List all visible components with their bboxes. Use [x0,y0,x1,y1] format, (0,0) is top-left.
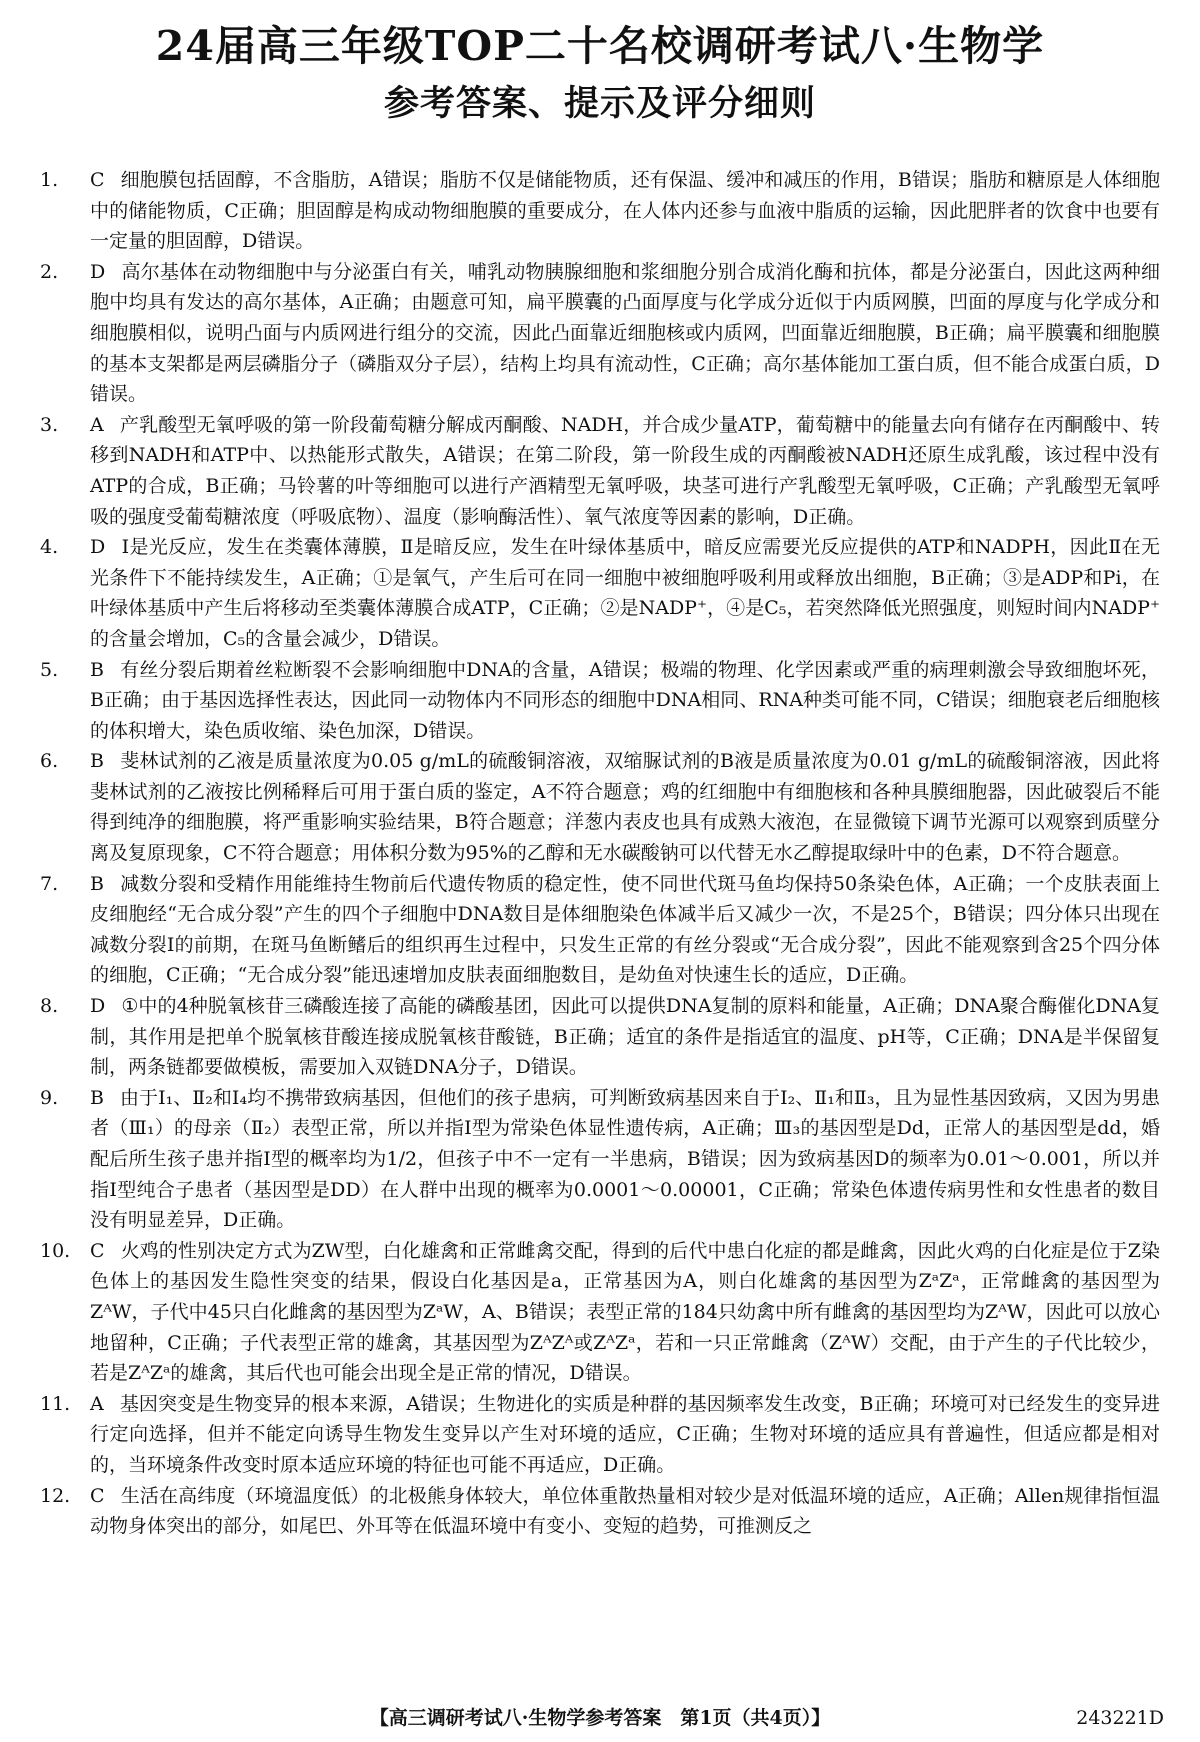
question-number: 3. [40,413,59,436]
answer-item [40,991,1160,1083]
answer-letter: D [90,995,106,1018]
answer-letter: C [90,169,105,191]
answer-letter: D [90,536,106,559]
footer-page-info: 【高三调研考试八·生物学参考答案 第1页（共4页）】 [369,1707,831,1729]
answer-letter: B [90,750,104,773]
question-number: 10. [40,1239,71,1262]
question-number: 11. [40,1392,71,1415]
question-number: 1. [40,169,59,191]
page-footer [0,1703,1200,1733]
question-number: 5. [40,658,59,681]
question-number: 7. [40,872,59,895]
explanation-text: 产乳酸型无氧呼吸的第一阶段葡萄糖分解成丙酮酸、NADH，并合成少量ATP，葡萄糖中的能量去向有储存在丙酮酸中、转移到NADH和ATP中、以热能形式散失，A错误；在第二阶段，第一阶段生成的丙酮酸被NADH还原生成乳酸，该过程中没有ATP的合成，B正确；马铃薯的叶等细胞可以进行产酒精型无氧呼吸，块茎可进行产乳酸型无氧呼吸，C正确；产乳酸型无氧呼吸的强度受葡萄糖浓度（呼吸底物）、温度（影响酶活性）、氧气浓度等因素的影响，D正确。 [90,413,1160,528]
answer-item [40,532,1160,654]
answer-item [40,655,1160,747]
explanation-text: 基因突变是生物变异的根本来源，A错误；生物进化的实质是种群的基因频率发生改变，B正确；环境可对已经发生的变异进行定向选择，但并不能定向诱导生物发生变异以产生对环境的适应，C正确；生物对环境的适应具有普遍性，但适应都是相对的，当环境条件改变时原本适应环境的特征也可能不再适应，D正确。 [90,1392,1160,1476]
answer-letter: A [90,1392,104,1415]
answer-item [40,410,1160,532]
explanation-text: 生活在高纬度（环境温度低）的北极熊身体较大，单位体重散热量相对较少是对低温环境的适应，A正确；Allen规律指恒温动物身体突出的部分，如尾巴、外耳等在低温环境中有变小、变短的趋势，可推测反之 [90,1484,1160,1538]
explanation-text: 减数分裂和受精作用能维持生物前后代遗传物质的稳定性，使不同世代斑马鱼均保持50条染色体，A正确；一个皮肤表面上皮细胞经“无合成分裂”产生的四个子细胞中DNA数目是体细胞染色体减半后又减少一次，不是25个，B错误；四分体只出现在减数分裂Ⅰ的前期，在斑马鱼断鳍后的组织再生过程中，只发生正常的有丝分裂或“无合成分裂”，因此不能观察到含25个四分体的细胞，C正确；“无合成分裂”能迅速增加皮肤表面细胞数目，是幼鱼对快速生长的适应，D正确。 [90,872,1160,987]
answer-item [40,257,1160,410]
question-number: 4. [40,536,59,559]
answer-item [40,1236,1160,1389]
explanation-text: 高尔基体在动物细胞中与分泌蛋白有关，哺乳动物胰腺细胞和浆细胞分别合成消化酶和抗体，都是分泌蛋白，因此这两种细胞中均具有发达的高尔基体，A正确；由题意可知，扁平膜囊的凸面厚度与化学成分近似于内质网膜，凹面的厚度与化学成分和细胞膜相似，说明凸面与内质网进行组分的交流，因此凸面靠近细胞核或内质网，凹面靠近细胞膜，B正确；扁平膜囊和细胞膜的基本支架都是两层磷脂分子（磷脂双分子层），结构上均具有流动性，C正确；高尔基体能加工蛋白质，但不能合成蛋白质，D错误。 [90,260,1160,406]
answer-letter: A [90,413,104,436]
page-title: 24届高三年级TOP二十名校调研考试八·生物学 [155,22,1045,70]
question-number: 12. [40,1484,71,1507]
page-subtitle: 参考答案、提示及评分细则 [383,83,816,124]
answer-letter: C [90,1239,105,1262]
answer-letter: B [90,872,104,895]
question-number: 9. [40,1086,59,1109]
answer-item [40,1389,1160,1481]
explanation-text: 有丝分裂后期着丝粒断裂不会影响细胞中DNA的含量，A错误；极端的物理、化学因素或严重的病理刺激会导致细胞坏死，B正确；由于基因选择性表达，因此同一动物体内不同形态的细胞中DNA相同、RNA种类可能不同，C错误；细胞衰老后细胞核的体积增大，染色质收缩、染色加深，D错误。 [90,658,1160,742]
question-number: 8. [40,995,59,1018]
question-number: 2. [40,260,59,283]
answer-letter: D [90,260,106,283]
footer-code: 243221D [1076,1707,1164,1729]
explanation-text: 斐林试剂的乙液是质量浓度为0.05 g/mL的硫酸铜溶液，双缩脲试剂的B液是质量浓度为0.01 g/mL的硫酸铜溶液，因此将斐林试剂的乙液按比例稀释后可用于蛋白质的鉴定，A不符合题意；鸡的红细胞中有细胞核和各种具膜细胞器，因此破裂后不能得到纯净的细胞膜，将严重影响实验结果，B符合题意；洋葱内表皮也具有成熟大液泡，在显微镜下调节光源可以观察到质壁分离及复原现象，C不符合题意；用体积分数为95%的乙醇和无水碳酸钠可以代替无水乙醇提取绿叶中的色素，D不符合题意。 [90,750,1160,865]
answer-item [40,1083,1160,1236]
answer-item [40,746,1160,868]
answer-letter: C [90,1484,105,1507]
explanation-text: Ⅰ是光反应，发生在类囊体薄膜，Ⅱ是暗反应，发生在叶绿体基质中，暗反应需要光反应提供的ATP和NADPH，因此Ⅱ在无光条件下不能持续发生，A正确；①是氧气，产生后可在同一细胞中被细胞呼吸利用或释放出细胞，B正确；③是ADP和Pi，在叶绿体基质中产生后将移动至类囊体薄膜合成ATP，C正确；②是NADP⁺，④是C₅，若突然降低光照强度，则短时间内NADP⁺的含量会增加，C₅的含量会减少，D错误。 [90,536,1160,650]
answer-item [40,165,1160,257]
answer-item [40,869,1160,991]
answer-item [40,1481,1160,1542]
question-number: 6. [40,750,59,773]
answer-list [40,165,1160,1695]
explanation-text: 细胞膜包括固醇，不含脂肪，A错误；脂肪不仅是储能物质，还有保温、缓冲和减压的作用，B错误；脂肪和糖原是人体细胞中的储能物质，C正确；胆固醇是构成动物细胞膜的重要成分，在人体内还参与血液中脂质的运输，因此肥胖者的饮食中也要有一定量的胆固醇，D错误。 [90,169,1160,253]
explanation-text: 由于Ⅰ₁、Ⅱ₂和Ⅰ₄均不携带致病基因，但他们的孩子患病，可判断致病基因来自于Ⅰ₂、Ⅱ₁和Ⅱ₃，且为显性基因致病，又因为男患者（Ⅲ₁）的母亲（Ⅱ₂）表型正常，所以并指Ⅰ型为常染色体显性遗传病，A正确；Ⅲ₃的基因型是Dd，正常人的基因型是dd，婚配后所生孩子患并指Ⅰ型的概率均为1/2，但孩子中不一定有一半患病，B错误；因为致病基因D的频率为0.01～0.001，所以并指Ⅰ型纯合子患者（基因型是DD）在人群中出现的概率为0.0001～0.00001，C正确；常染色体遗传病男性和女性患者的数目没有明显差异，D正确。 [90,1086,1160,1232]
explanation-text: ①中的4种脱氧核苷三磷酸连接了高能的磷酸基团，因此可以提供DNA复制的原料和能量，A正确；DNA聚合酶催化DNA复制，其作用是把单个脱氧核苷酸连接成脱氧核苷酸链，B正确；适宜的条件是指适宜的温度、pH等，C正确；DNA是半保留复制，两条链都要做模板，需要加入双链DNA分子，D错误。 [90,995,1160,1079]
explanation-text: 火鸡的性别决定方式为ZW型，白化雄禽和正常雌禽交配，得到的后代中患白化症的都是雌禽，因此火鸡的白化症是位于Z染色体上的基因发生隐性突变的结果，假设白化基因是a，正常基因为A，则白化雄禽的基因型为ZᵃZᵃ，正常雌禽的基因型为ZᴬW，子代中45只白化雌禽的基因型为ZᵃW，A、B错误；表型正常的184只幼禽中所有雌禽的基因型均为ZᴬW，因此可以放心地留种，C正确；子代表型正常的雄禽，其基因型为ZᴬZᴬ或ZᴬZᵃ，若和一只正常雌禽（ZᴬW）交配，由于产生的子代比较少，若是ZᴬZᵃ的雄禽，其后代也可能会出现全是正常的情况，D错误。 [90,1239,1160,1385]
answer-letter: B [90,1086,104,1109]
answer-letter: B [90,658,104,681]
